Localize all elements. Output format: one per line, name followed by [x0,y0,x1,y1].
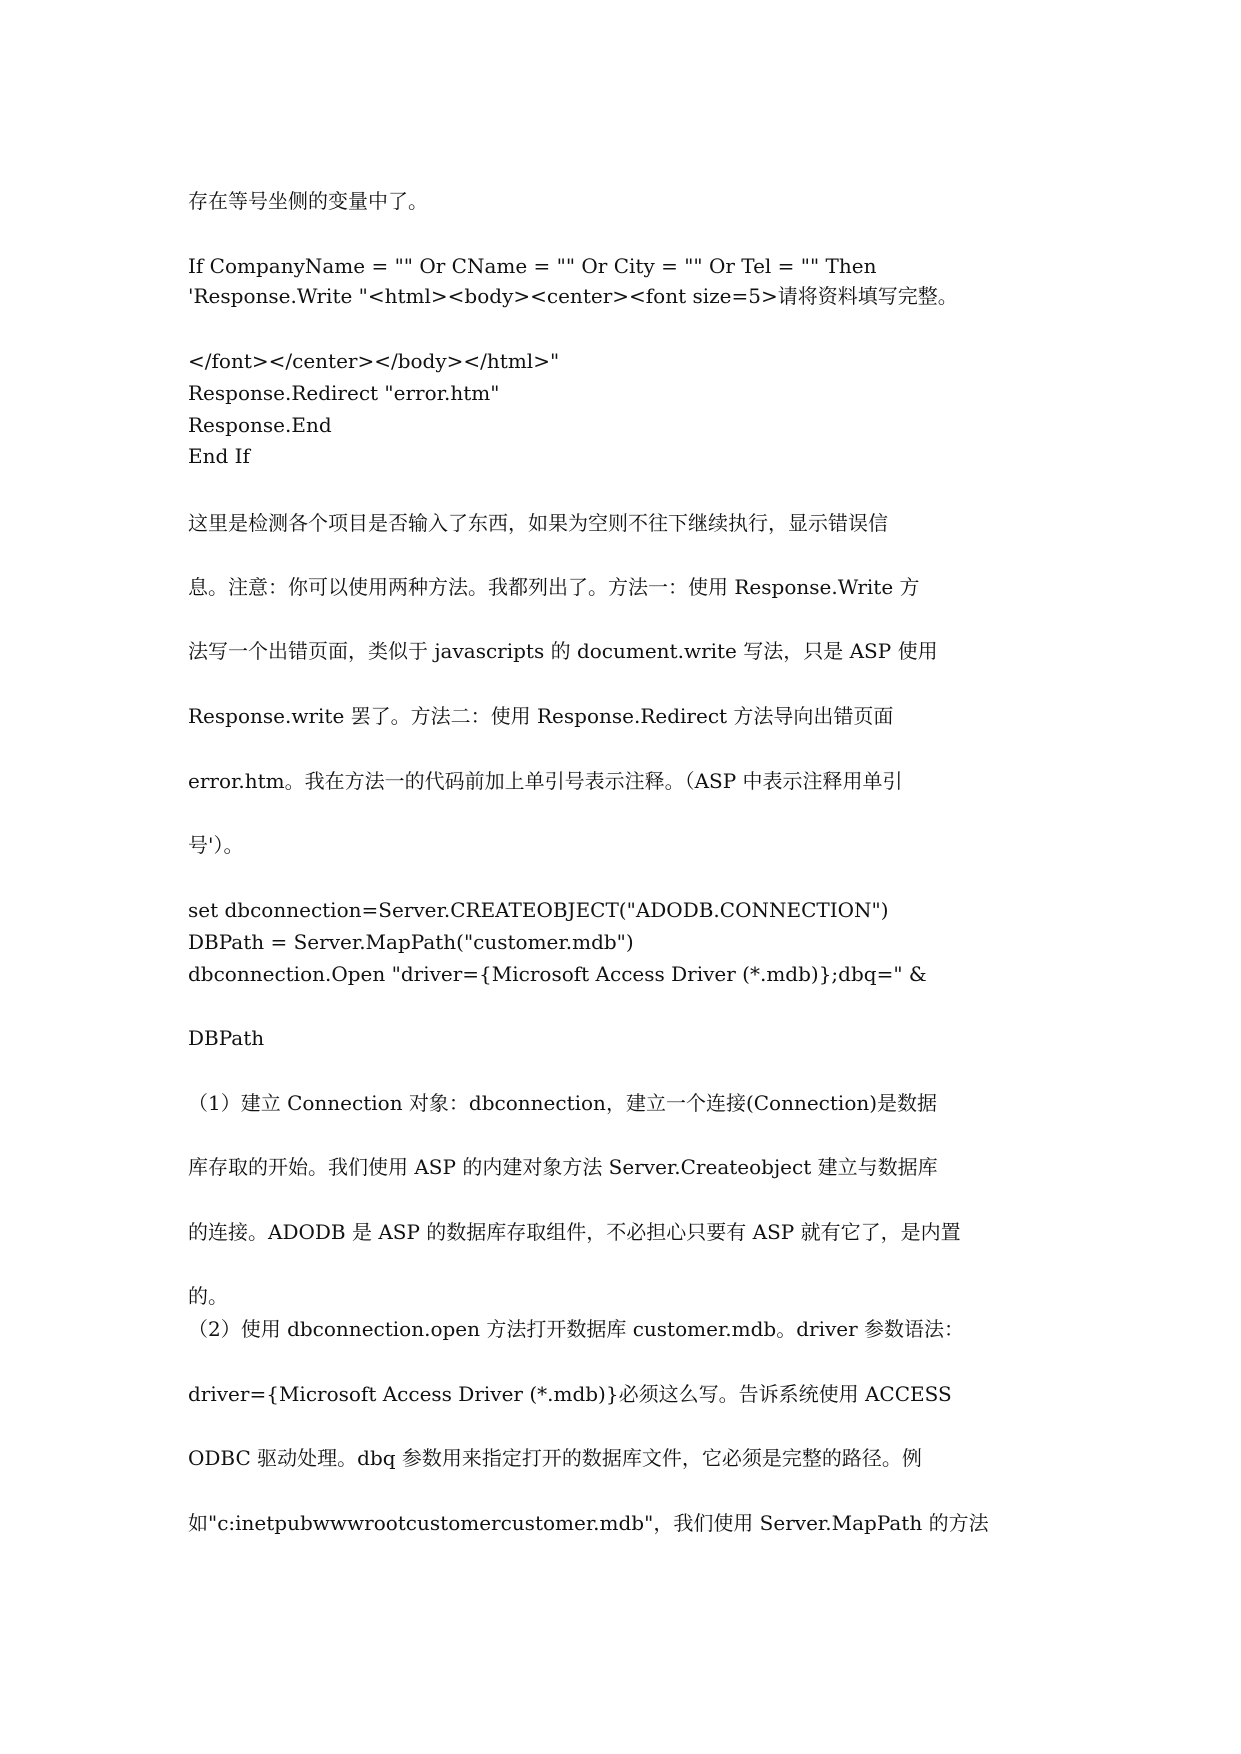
text-line: 库存取的开始。我们使用 ASP 的内建对象方法 Server.Createobject 建立与数据库 [188,1155,938,1179]
code-line: End If [188,444,250,468]
text-line: ODBC 驱动处理。dbq 参数用来指定打开的数据库文件，它必须是完整的路径。例 [188,1446,922,1470]
code-line: 'Response.Write "<html><body><center><font size=5>请将资料填写完整。 [188,284,958,308]
text-line: 法写一个出错页面，类似于 javascripts 的 document.write 写法，只是 ASP 使用 [188,639,938,663]
text-line: （1）建立 Connection 对象：dbconnection，建立一个连接(Connection)是数据 [188,1091,938,1115]
text-line: 号'）。 [188,833,244,857]
code-line: DBPath = Server.MapPath("customer.mdb") [188,930,634,954]
code-line: DBPath [188,1026,265,1050]
code-line: Response.Redirect "error.htm" [188,381,500,405]
code-line: </font></center></body></html>" [188,349,560,373]
text-line: 的。 [188,1284,228,1308]
code-line: set dbconnection=Server.CREATEOBJECT("ADODB.CONNECTION") [188,898,889,922]
code-line: If CompanyName = "" Or CName = "" Or City = "" Or Tel = "" Then [188,254,877,278]
code-line: dbconnection.Open "driver={Microsoft Access Driver (*.mdb)};dbq=" & [188,962,927,986]
text-line: 这里是检测各个项目是否输入了东西，如果为空则不往下继续执行，显示错误信 [188,511,888,535]
text-line: 的连接。ADODB 是 ASP 的数据库存取组件，不必担心只要有 ASP 就有它了，是内置 [188,1220,961,1244]
code-line: Response.End [188,413,332,437]
text-line: 息。注意：你可以使用两种方法。我都列出了。方法一：使用 Response.Write 方 [188,575,920,599]
text-line: 存在等号坐侧的变量中了。 [188,189,428,213]
text-line: （2）使用 dbconnection.open 方法打开数据库 customer.mdb。driver 参数语法： [188,1317,965,1341]
text-line: Response.write 罢了。方法二：使用 Response.Redirect 方法导向出错页面 [188,704,894,728]
text-line: error.htm。我在方法一的代码前加上单引号表示注释。（ASP 中表示注释用单引 [188,769,903,793]
text-line: 如"c:inetpubwwwrootcustomercustomer.mdb"，我们使用 Server.MapPath 的方法 [188,1511,989,1535]
text-line: driver={Microsoft Access Driver (*.mdb)}必须这么写。告诉系统使用 ACCESS [188,1382,952,1406]
